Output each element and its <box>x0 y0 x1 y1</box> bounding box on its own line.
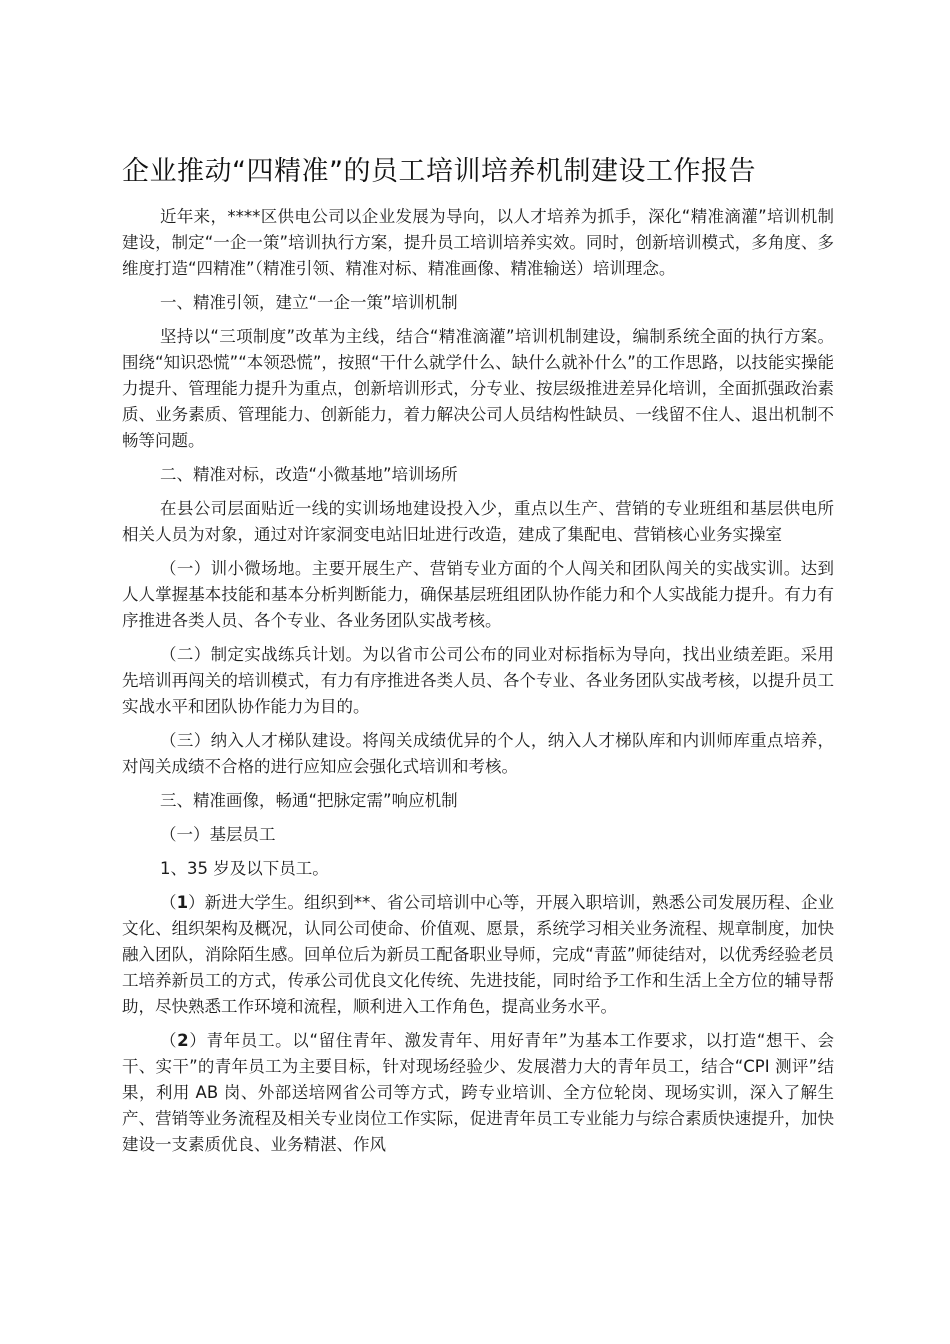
item-2-text: 青年员工。以“留住青年、激发青年、用好青年”为基本工作要求，以打造“想干、会干、实干”的青年员工为主要目标，针对现场经验少、发展潜力大的青年员工，结合“CPI 测评”结果，利用 AB 岗、外部送培网省公司等方式，跨专业培训、全方位轮岗、现场实训，深入了解生产、营销等业务流程及相关专业岗位工作实际，促进青年员工专业能力与综合素质快速提升，加快建设一支素质优良、业务精湛、作风 <box>122 1031 835 1154</box>
section-2-paragraph: 在县公司层面贴近一线的实训场地建设投入少，重点以生产、营销的专业班组和基层供电所相关人员为对象，通过对许家洞变电站旧址进行改造，建成了集配电、营销核心业务实操室 <box>122 499 834 544</box>
item-1-open-paren: （ <box>160 893 177 912</box>
section-heading-2: 二、精准对标，改造“小微基地”培训场所 <box>160 465 458 484</box>
intro-paragraph: 近年来，****区供电公司以企业发展为导向，以人才培养为抓手，深化“精准滴灌”培训机制建设，制定“一企一策”培训执行方案，提升员工培训培养实效。同时，创新培训模式，多角度、多维度打造“四精准”（精准引领、精准对标、精准画像、精准输送）培训理念。 <box>122 207 834 278</box>
item-1-number: 1 <box>176 893 189 912</box>
item-2-number: 2 <box>177 1031 189 1050</box>
age-group-heading: 1、35 岁及以下员工。 <box>160 859 329 878</box>
section-2-item-2: （二）制定实战练兵计划。为以省市公司公布的同业对标指标为导向，找出业绩差距。采用先培训再闯关的培训模式，有力有序推进各类人员、各个专业、各业务团队实战考核，以提升员工实战水平和团队协作能力为目的。 <box>122 645 834 716</box>
numbered-item-1 <box>122 890 834 1020</box>
item-1-close-paren: ） <box>188 893 205 912</box>
document-page <box>122 150 834 1166</box>
section-2-item-3: （三）纳入人才梯队建设。将闯关成绩优异的个人，纳入人才梯队库和内训师库重点培养，对闯关成绩不合格的进行应知应会强化式培训和考核。 <box>122 731 834 776</box>
section-2-item-1: （一）训小微场地。主要开展生产、营销专业方面的个人闯关和团队闯关的实战实训。达到人人掌握基本技能和基本分析判断能力，确保基层班组团队协作能力和个人实战能力提升。有力有序推进各类人员、各个专业、各业务团队实战考核。 <box>122 559 834 630</box>
item-1-text: 新进大学生。组织到**、省公司培训中心等，开展入职培训，熟悉公司发展历程、企业文化、组织架构及概况，认同公司使命、价值观、愿景，系统学习相关业务流程、规章制度，加快融入团队，消除陌生感。回单位后为新员工配备职业导师，完成“青蓝”师徒结对，以优秀经验老员工培养新员工的方式，传承公司优良文化传统、先进技能，同时给予工作和生活上全方位的辅导帮助，尽快熟悉工作环境和流程，顺利进入工作角色，提高业务水平。 <box>122 893 835 1016</box>
subsection-heading: （一）基层员工 <box>160 825 276 844</box>
section-1-paragraph: 坚持以“三项制度”改革为主线，结合“精准滴灌”培训机制建设，编制系统全面的执行方案。围绕“知识恐慌”“本领恐慌”，按照“干什么就学什么、缺什么就补什么”的工作思路，以技能实操能力提升、管理能力提升为重点，创新培训形式，分专业、按层级推进差异化培训，全面抓强政治素质、业务素质、管理能力、创新能力，着力解决公司人员结构性缺员、一线留不住人、退出机制不畅等问题。 <box>122 327 834 450</box>
item-2-open-paren: （ <box>160 1031 178 1050</box>
item-2-close-paren: ） <box>188 1031 207 1050</box>
document-title: 企业推动“四精准”的员工培训培养机制建设工作报告 <box>122 156 756 187</box>
section-heading-1: 一、精准引领，建立“一企一策”培训机制 <box>160 293 458 312</box>
section-heading-3: 三、精准画像，畅通“把脉定需”响应机制 <box>160 791 458 810</box>
numbered-item-2 <box>122 1028 834 1158</box>
